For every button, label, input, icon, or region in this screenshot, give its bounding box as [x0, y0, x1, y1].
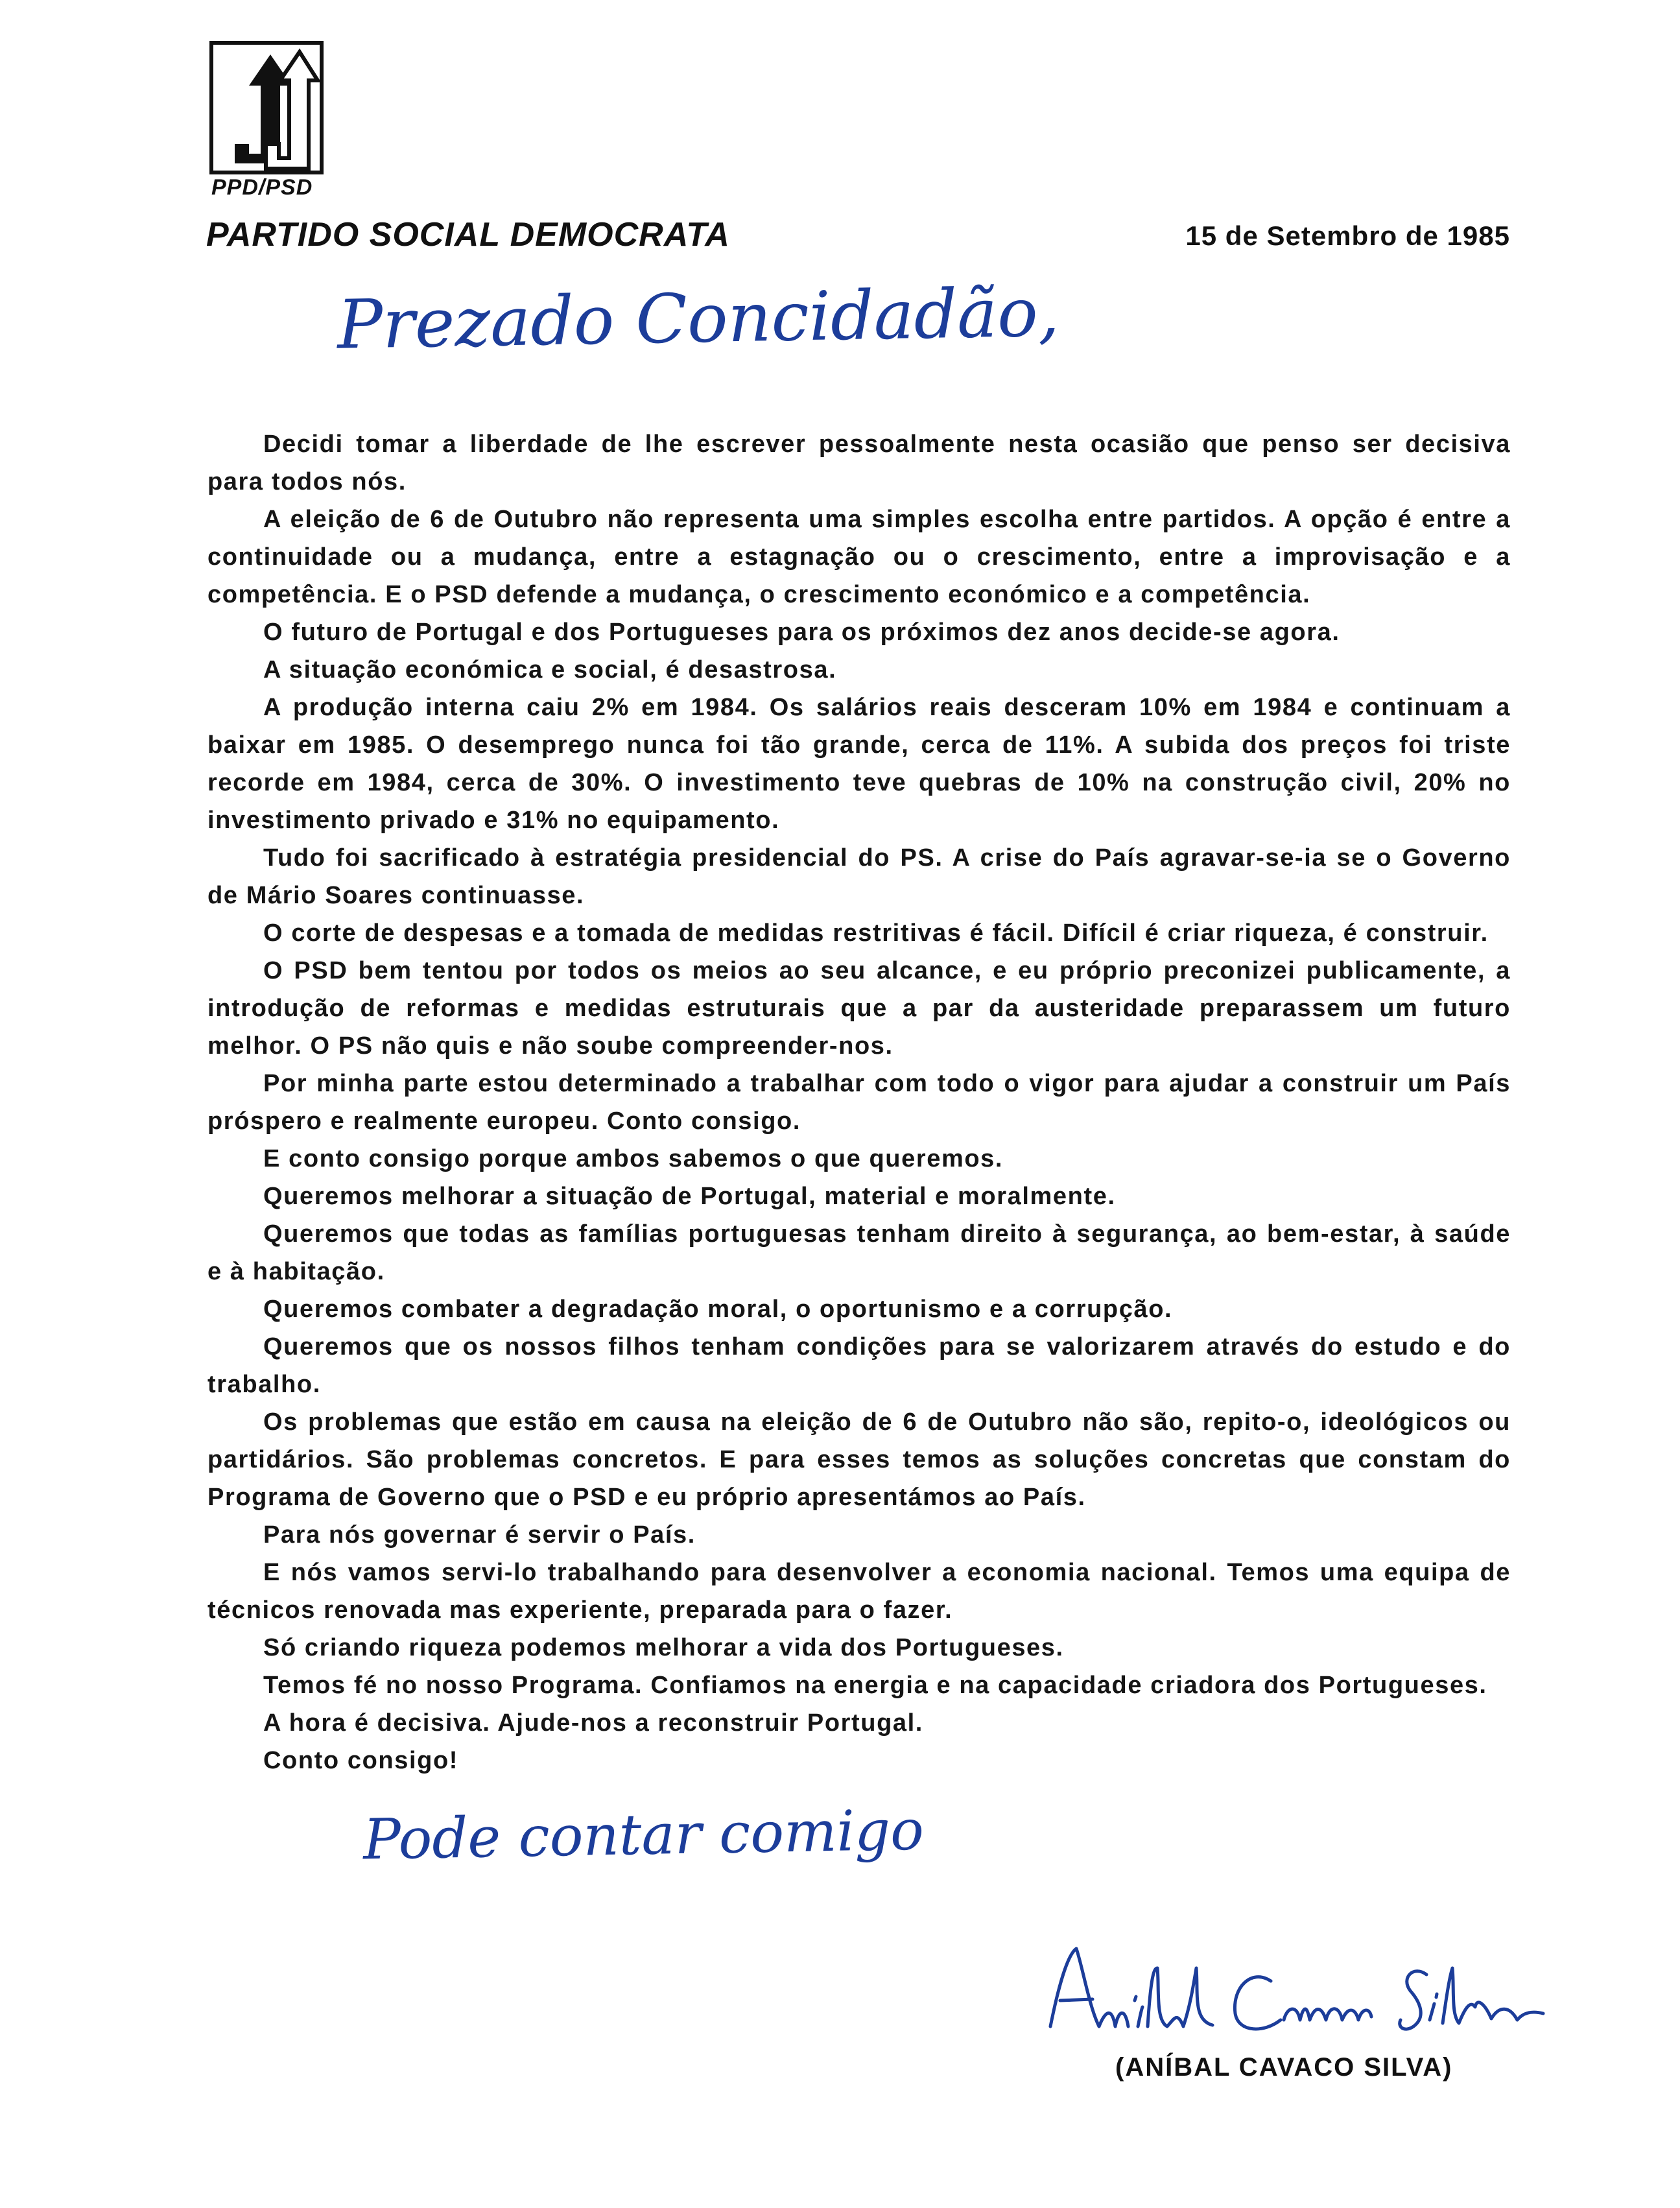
body-paragraph: Conto consigo!	[263, 1747, 459, 1774]
ppd-psd-arrow-logo-icon	[209, 40, 324, 175]
signer-printed-name: (ANÍBAL CAVACO SILVA)	[1115, 2053, 1453, 2082]
body-paragraph: Tudo foi sacrificado à estratégia presidencial do PS. A crise do País agravar-se-ia se o Governo de Mário Soares continuasse.	[207, 844, 1511, 909]
letter-body	[207, 425, 1511, 1779]
body-paragraph: Queremos melhorar a situação de Portugal, material e moralmente.	[263, 1183, 1116, 1210]
body-paragraph: E nós vamos servi-lo trabalhando para desenvolver a economia nacional. Temos uma equipa de técnicos renovada mas experiente, preparada para o fazer.	[207, 1559, 1511, 1624]
handwritten-signature	[1037, 1929, 1556, 2059]
party-name: PARTIDO SOCIAL DEMOCRATA	[206, 216, 730, 254]
body-paragraph: A eleição de 6 de Outubro não representa uma simples escolha entre partidos. A opção é entre a continuidade ou a mudança, entre a estagnação ou o crescimento, entre a improvisação e a competência. E o PSD defende a mudança, o crescimento económico e a competência.	[207, 506, 1511, 608]
body-paragraph: O corte de despesas e a tomada de medidas restritivas é fácil. Difícil é criar riqueza, é construir.	[263, 920, 1489, 947]
letter-date: 15 de Setembro de 1985	[1185, 220, 1510, 251]
body-paragraph: O futuro de Portugal e dos Portugueses para os próximos dez anos decide-se agora.	[263, 619, 1340, 646]
body-paragraph: A produção interna caiu 2% em 1984. Os salários reais desceram 10% em 1984 e continuam a baixar em 1985. O desemprego nunca foi tão grande, cerca de 11%. A subida dos preços foi triste recorde em 1984, cerca de 30%. O investimento teve quebras de 10% na construção civil, 20% no investimento privado e 31% no equipamento.	[207, 694, 1511, 834]
body-paragraph: E conto consigo porque ambos sabemos o que queremos.	[263, 1145, 1004, 1172]
body-paragraph: Para nós governar é servir o País.	[263, 1521, 696, 1549]
body-paragraph: O PSD bem tentou por todos os meios ao seu alcance, e eu próprio preconizei publicamente, a introdução de reformas e medidas estruturais que a par da austeridade preparassem um futuro melhor. O PS não quis e não soube compreender-nos.	[207, 957, 1511, 1060]
body-paragraph: Os problemas que estão em causa na eleição de 6 de Outubro não são, repito-o, ideológicos ou partidários. São problemas concretos. E para esses temos as soluções concretas que constam do Programa de Governo que o PSD e eu próprio apresentámos ao País.	[207, 1408, 1511, 1511]
handwritten-salutation: Prezado Concidadão,	[337, 272, 1060, 364]
body-paragraph: Queremos combater a degradação moral, o oportunismo e a corrupção.	[263, 1296, 1173, 1323]
body-paragraph: Só criando riqueza podemos melhorar a vida dos Portugueses.	[263, 1634, 1064, 1661]
body-paragraph: Por minha parte estou determinado a trabalhar com todo o vigor para ajudar a construir um País próspero e realmente europeu. Conto consigo.	[207, 1070, 1511, 1135]
body-paragraph: Temos fé no nosso Programa. Confiamos na energia e na capacidade criadora dos Portugueses.	[263, 1672, 1487, 1699]
handwritten-note: Pode contar comigo	[362, 1798, 925, 1873]
body-paragraph: A hora é decisiva. Ajude-nos a reconstruir Portugal.	[263, 1709, 923, 1737]
body-paragraph: Decidi tomar a liberdade de lhe escrever pessoalmente nesta ocasião que penso ser decisiva para todos nós.	[207, 431, 1511, 495]
body-paragraph: Queremos que todas as famílias portuguesas tenham direito à segurança, ao bem-estar, à saúde e à habitação.	[207, 1220, 1511, 1285]
body-paragraph: Queremos que os nossos filhos tenham condições para se valorizarem através do estudo e do trabalho.	[207, 1333, 1511, 1398]
party-abbreviation: PPD/PSD	[211, 175, 313, 200]
body-paragraph: A situação económica e social, é desastrosa.	[263, 656, 837, 683]
